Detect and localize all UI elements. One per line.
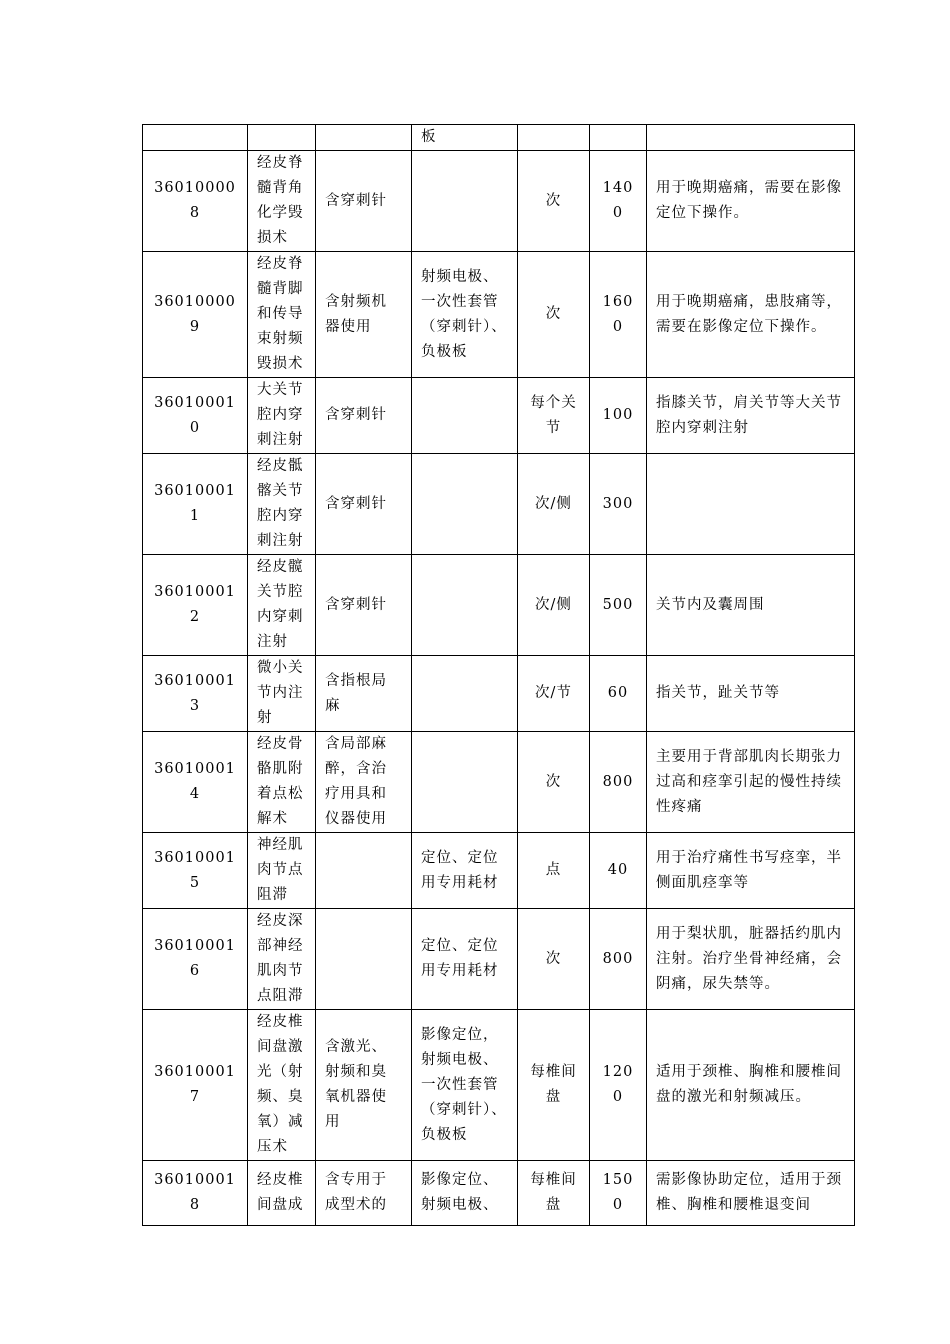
item-excluded: [412, 151, 518, 252]
item-note: [647, 125, 855, 151]
item-content: 含穿刺针: [316, 454, 412, 555]
item-excluded: [412, 454, 518, 555]
item-note: 指关节，趾关节等: [647, 656, 855, 732]
item-content: 含局部麻醉，含治疗用具和仪器使用: [316, 732, 412, 833]
table-row: [143, 151, 855, 252]
table-row: [143, 1010, 855, 1161]
table-row: [143, 555, 855, 656]
item-excluded: 定位、定位用专用耗材: [412, 833, 518, 909]
item-content: 含穿刺针: [316, 378, 412, 454]
item-note: 主要用于背部肌肉长期张力过高和痉挛引起的慢性持续性疼痛: [647, 732, 855, 833]
table-row: [143, 1161, 855, 1226]
item-name: 大关节腔内穿刺注射: [248, 378, 316, 454]
item-code: 360100009: [143, 252, 248, 378]
item-name: 经皮脊髓背脚和传导束射频毁损术: [248, 252, 316, 378]
table-row: [143, 454, 855, 555]
item-code: 360100018: [143, 1161, 248, 1226]
item-code: 360100013: [143, 656, 248, 732]
item-excluded: [412, 555, 518, 656]
item-unit: 次/侧: [518, 454, 590, 555]
item-price: 100: [590, 378, 647, 454]
item-excluded: 板: [412, 125, 518, 151]
item-content: [316, 909, 412, 1010]
item-name: 经皮髋关节腔内穿刺注射: [248, 555, 316, 656]
item-name: 神经肌肉节点阻滞: [248, 833, 316, 909]
item-note: 需影像协助定位，适用于颈椎、胸椎和腰椎退变间: [647, 1161, 855, 1226]
item-content: 含射频机器使用: [316, 252, 412, 378]
item-note: 适用于颈椎、胸椎和腰椎间盘的激光和射频减压。: [647, 1010, 855, 1161]
item-unit: 次: [518, 252, 590, 378]
item-price: 1200: [590, 1010, 647, 1161]
item-name: 经皮骨骼肌附着点松解术: [248, 732, 316, 833]
item-price: 40: [590, 833, 647, 909]
item-unit: 点: [518, 833, 590, 909]
item-code: 360100016: [143, 909, 248, 1010]
item-note: 用于晚期癌痛，患肢痛等，需要在影像定位下操作。: [647, 252, 855, 378]
item-note: [647, 454, 855, 555]
item-content: [316, 833, 412, 909]
item-content: 含穿刺针: [316, 151, 412, 252]
item-price: 1600: [590, 252, 647, 378]
item-content: 含激光、射频和臭氧机器使用: [316, 1010, 412, 1161]
table-row: [143, 833, 855, 909]
table-row: [143, 732, 855, 833]
item-excluded: 射频电极、一次性套管（穿刺针）、负极板: [412, 252, 518, 378]
table-row: [143, 656, 855, 732]
item-excluded: 定位、定位用专用耗材: [412, 909, 518, 1010]
item-price: 1400: [590, 151, 647, 252]
item-note: 用于晚期癌痛，需要在影像定位下操作。: [647, 151, 855, 252]
item-excluded: [412, 732, 518, 833]
table-row: [143, 125, 855, 151]
item-code: 360100011: [143, 454, 248, 555]
table-row: [143, 909, 855, 1010]
item-excluded: [412, 656, 518, 732]
item-unit: 次/侧: [518, 555, 590, 656]
table-row: [143, 378, 855, 454]
item-content: 含指根局麻: [316, 656, 412, 732]
item-excluded: 影像定位、射频电极、: [412, 1161, 518, 1226]
table-row: [143, 252, 855, 378]
item-unit: 次/节: [518, 656, 590, 732]
item-unit: 次: [518, 909, 590, 1010]
fee-schedule-table: [142, 124, 855, 1226]
item-price: 60: [590, 656, 647, 732]
item-name: [248, 125, 316, 151]
item-code: 360100010: [143, 378, 248, 454]
item-code: 360100008: [143, 151, 248, 252]
item-note: 用于梨状肌，脏器括约肌内注射。治疗坐骨神经痛，会阴痛，尿失禁等。: [647, 909, 855, 1010]
item-code: 360100015: [143, 833, 248, 909]
item-name: 经皮脊髓背角化学毁损术: [248, 151, 316, 252]
item-code: 360100017: [143, 1010, 248, 1161]
item-price: 800: [590, 909, 647, 1010]
item-price: 500: [590, 555, 647, 656]
item-content: [316, 125, 412, 151]
item-note: 关节内及囊周围: [647, 555, 855, 656]
item-note: 用于治疗痛性书写痉挛，半侧面肌痉挛等: [647, 833, 855, 909]
item-name: 微小关节内注射: [248, 656, 316, 732]
table-body: [143, 125, 855, 1226]
item-code: 360100014: [143, 732, 248, 833]
item-name: 经皮深部神经肌肉节点阻滞: [248, 909, 316, 1010]
item-unit: 每椎间盘: [518, 1161, 590, 1226]
item-price: [590, 125, 647, 151]
item-unit: 每个关节: [518, 378, 590, 454]
item-name: 经皮椎间盘激光（射频、臭氧）减压术: [248, 1010, 316, 1161]
item-unit: 次: [518, 151, 590, 252]
item-note: 指膝关节，肩关节等大关节腔内穿刺注射: [647, 378, 855, 454]
item-content: 含专用于成型术的: [316, 1161, 412, 1226]
item-unit: 每椎间盘: [518, 1010, 590, 1161]
item-name: 经皮椎间盘成: [248, 1161, 316, 1226]
item-code: [143, 125, 248, 151]
item-price: 300: [590, 454, 647, 555]
item-excluded: [412, 378, 518, 454]
item-name: 经皮骶髂关节腔内穿刺注射: [248, 454, 316, 555]
item-code: 360100012: [143, 555, 248, 656]
item-price: 800: [590, 732, 647, 833]
item-price: 1500: [590, 1161, 647, 1226]
item-content: 含穿刺针: [316, 555, 412, 656]
item-unit: 次: [518, 732, 590, 833]
item-excluded: 影像定位，射频电极、一次性套管（穿刺针）、负极板: [412, 1010, 518, 1161]
item-unit: [518, 125, 590, 151]
